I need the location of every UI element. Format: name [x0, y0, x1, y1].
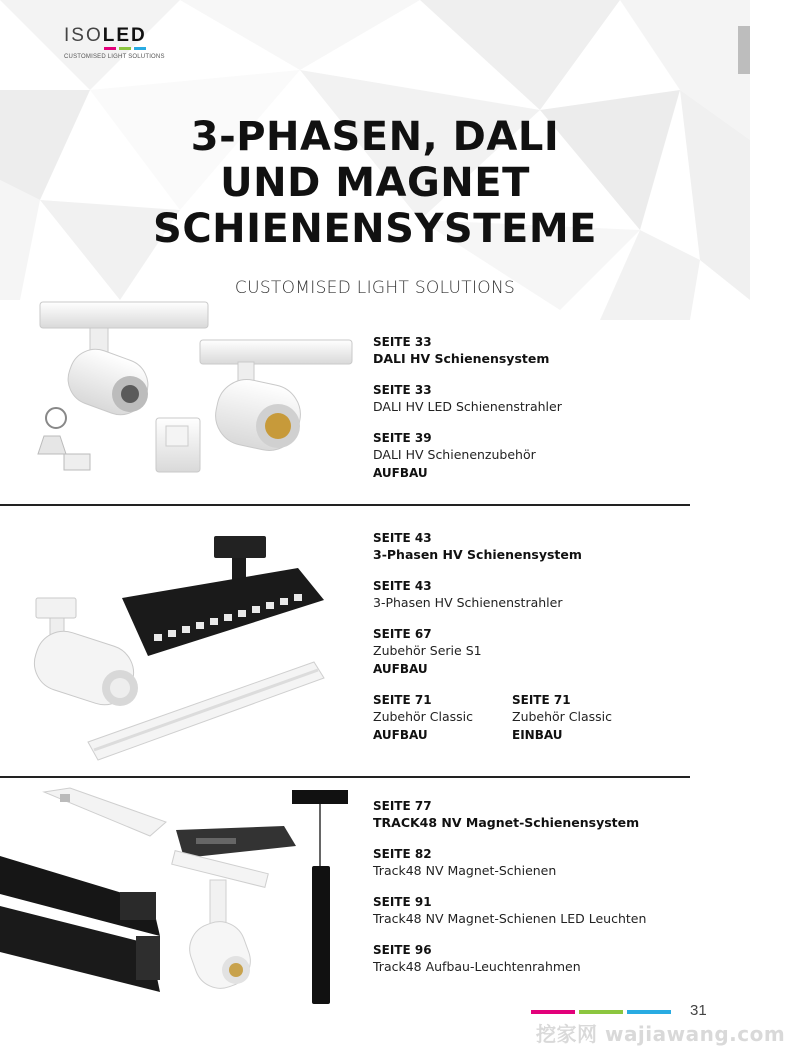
logo-tagline: CUSTOMISED LIGHT SOLUTIONS [64, 54, 165, 60]
entry-track48-system [373, 798, 646, 832]
section-track48-entries [373, 798, 646, 990]
title-line-2: UND MAGNET [220, 160, 530, 206]
entry-title: 3-Phasen HV Schienenstrahler [373, 595, 563, 610]
entry-classic-surface [373, 692, 512, 744]
footer-bar-green [579, 1010, 623, 1014]
entry-classic-recessed [512, 692, 651, 744]
logo-bar-cyan [134, 47, 146, 50]
dali-products-image [30, 296, 360, 496]
entry-title: TRACK48 NV Magnet-Schienensystem [373, 815, 640, 830]
entry-track48-luminaires [373, 894, 646, 928]
page-edge-tab [738, 26, 750, 74]
entry-dali-spotlight [373, 382, 562, 416]
page-ref: SEITE 43 [373, 579, 432, 593]
page-ref: SEITE 33 [373, 383, 432, 397]
mounting-mode: AUFBAU [373, 728, 428, 742]
entry-track48-frames [373, 942, 646, 976]
three-phase-products-image [18, 528, 338, 768]
logo-bar-green [119, 47, 131, 50]
logo-wordmark [64, 26, 165, 46]
entry-title: Zubehör Serie S1 [373, 643, 482, 658]
page-ref: SEITE 67 [373, 627, 432, 641]
title-line-3: SCHIENENSYSTEME [153, 206, 597, 252]
entry-title: DALI HV LED Schienenstrahler [373, 399, 562, 414]
logo-iso: ISO [64, 25, 103, 46]
footer-bar-magenta [531, 1010, 575, 1014]
entry-title: Zubehör Classic [512, 709, 613, 724]
mounting-mode: AUFBAU [373, 466, 428, 480]
page-ref: SEITE 39 [373, 431, 432, 445]
entry-accessories-s1 [373, 626, 651, 678]
entry-title: Track48 Aufbau-Leuchtenrahmen [373, 959, 581, 974]
page-title [0, 114, 750, 252]
footer-color-bars [531, 1010, 671, 1014]
accessories-classic-pair [373, 692, 651, 758]
page-ref: SEITE 71 [373, 693, 432, 707]
section-dali-entries [373, 334, 562, 496]
logo-led: LED [102, 25, 147, 46]
page-number: 31 [690, 1002, 707, 1019]
section-divider-1 [0, 504, 690, 506]
page-ref: SEITE 33 [373, 335, 432, 349]
isoled-logo [64, 26, 165, 60]
section-3phase-entries [373, 530, 651, 758]
page-ref: SEITE 96 [373, 943, 432, 957]
logo-bar-magenta [104, 47, 116, 50]
mounting-mode: EINBAU [512, 728, 563, 742]
entry-track48-rails [373, 846, 646, 880]
entry-title: DALI HV Schienenzubehör [373, 447, 536, 462]
entry-dali-system [373, 334, 562, 368]
entry-dali-accessories [373, 430, 562, 482]
entry-3phase-spotlight [373, 578, 651, 612]
entry-title: Zubehör Classic [373, 709, 474, 724]
entry-title: Track48 NV Magnet-Schienen LED Leuchten [373, 911, 647, 926]
entry-title: 3-Phasen HV Schienensystem [373, 547, 582, 562]
page-ref: SEITE 43 [373, 531, 432, 545]
footer-bar-cyan [627, 1010, 671, 1014]
section-divider-2 [0, 776, 690, 778]
magnet-track-products-image [0, 786, 360, 1008]
watermark: 挖家网 wajiawang.com [536, 1022, 785, 1046]
entry-title: DALI HV Schienensystem [373, 351, 550, 366]
mounting-mode: AUFBAU [373, 662, 428, 676]
page-ref: SEITE 77 [373, 799, 432, 813]
page-ref: SEITE 91 [373, 895, 432, 909]
logo-color-bars [104, 47, 165, 50]
page-subtitle: CUSTOMISED LIGHT SOLUTIONS [234, 278, 516, 298]
page-ref: SEITE 71 [512, 693, 571, 707]
entry-title: Track48 NV Magnet-Schienen [373, 863, 557, 878]
page-ref: SEITE 82 [373, 847, 432, 861]
title-line-1: 3-PHASEN, DALI [190, 114, 560, 160]
entry-3phase-system [373, 530, 651, 564]
